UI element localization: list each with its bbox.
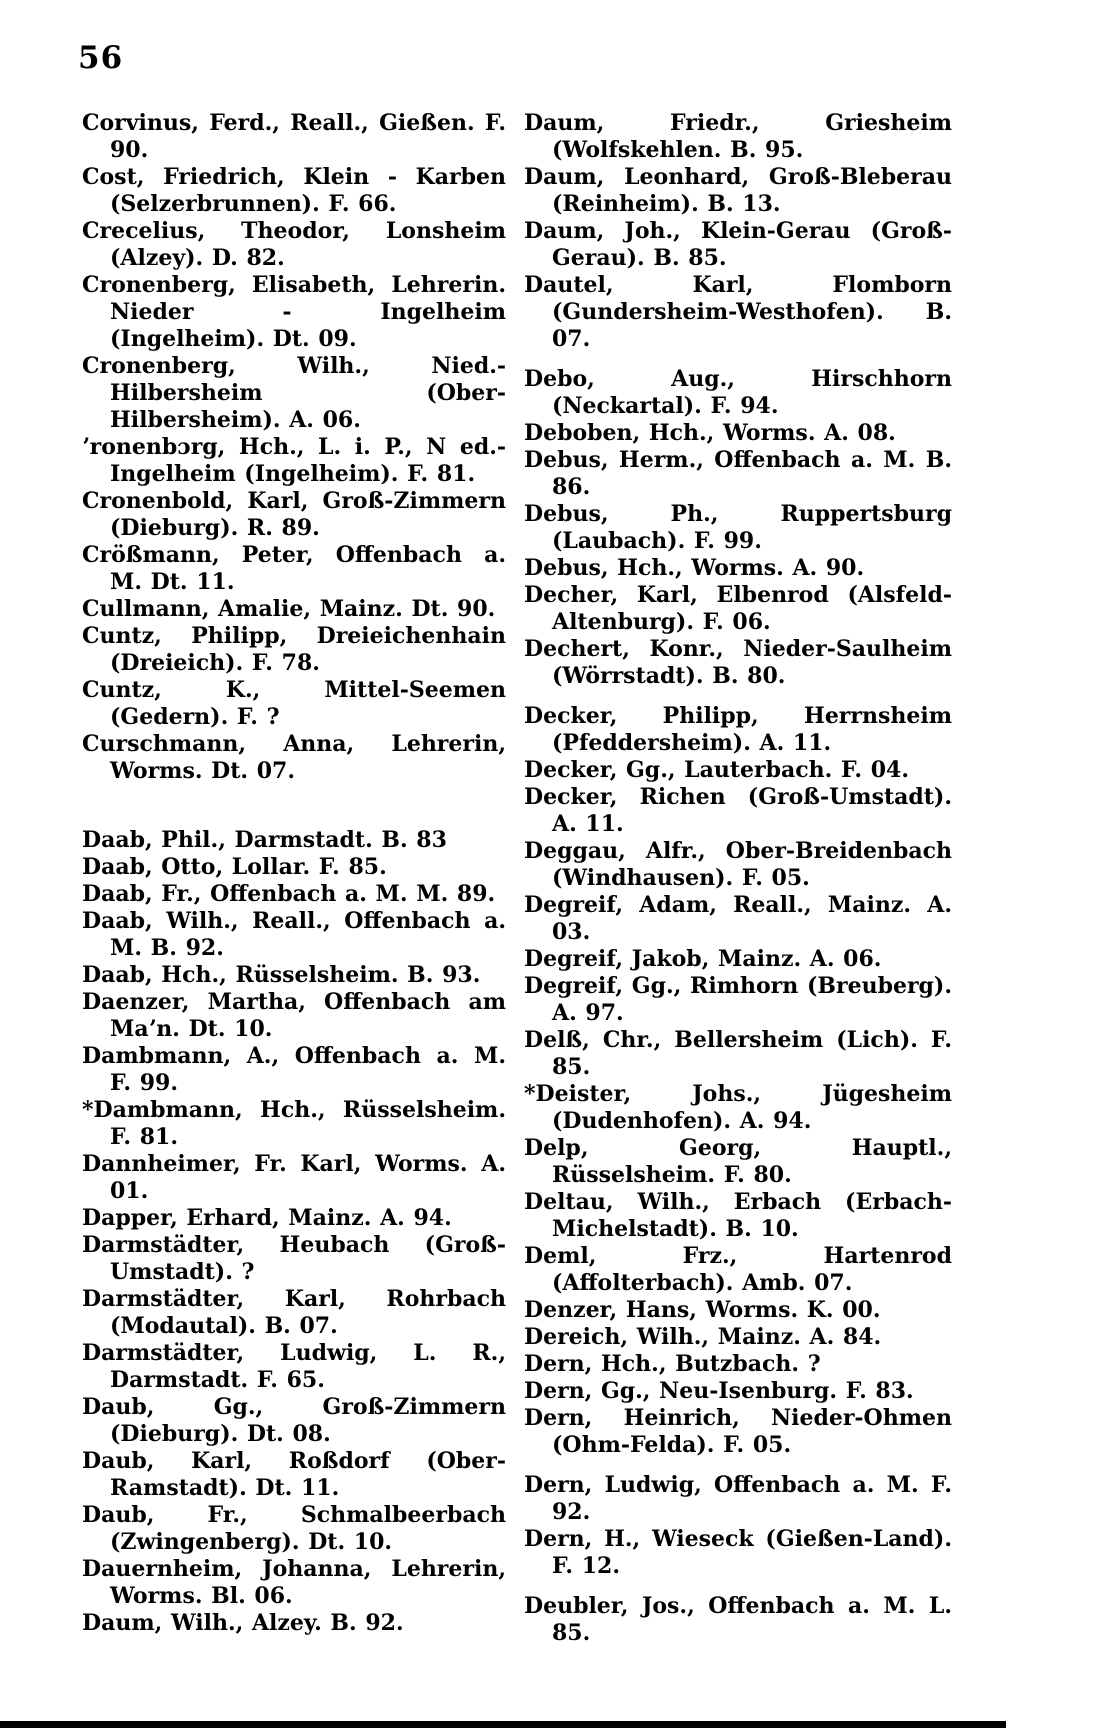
directory-entry: Decker, Philipp, Herrnsheim (Pfeddersheim). A. 11. [524,703,952,756]
directory-entry: Delp, Georg, Hauptl., Rüsselsheim. F. 80. [524,1135,952,1188]
directory-entry: Deubler, Jos., Offenbach a. M. L. 85. [524,1593,952,1646]
directory-entry: Debus, Herm., Offenbach a. M. B. 86. [524,447,952,500]
entry-group [524,366,952,690]
directory-entry: *Dambmann, Hch., Rüsselsheim. F. 81. [82,1097,506,1150]
directory-entry: Dern, Heinrich, Nieder-Ohmen (Ohm-Felda). F. 05. [524,1405,952,1458]
directory-entry: Decker, Richen (Groß-Umstadt). A. 11. [524,784,952,837]
directory-entry: Degreif, Jakob, Mainz. A. 06. [524,946,882,972]
directory-entry: Decher, Karl, Elbenrod (Alsfeld-Altenburg). F. 06. [524,582,952,635]
directory-entry: Daab, Fr., Offenbach a. M. M. 89. [82,881,496,907]
directory-entry: Crecelius, Theodor, Lonsheim (Alzey). D. 82. [82,218,506,271]
page-number: 56 [78,40,124,76]
directory-entry: Dern, H., Wieseck (Gießen-Land). F. 12. [524,1526,952,1579]
directory-entry: Debo, Aug., Hirschhorn (Neckartal). F. 94. [524,366,952,419]
directory-entry: Degreif, Adam, Reall., Mainz. A. 03. [524,892,952,945]
directory-entry: ʼronenbɔrg, Hch., L. i. P., N ed.-Ingelheim (Ingelheim). F. 81. [82,434,506,487]
directory-entry: Darmstädter, Heubach (Groß-Umstadt). ? [82,1232,506,1285]
directory-entry: Daab, Otto, Lollar. F. 85. [82,854,387,880]
directory-entry: Dereich, Wilh., Mainz. A. 84. [524,1324,882,1350]
directory-entry: Decker, Gg., Lauterbach. F. 04. [524,757,909,783]
directory-entry: Daab, Phil., Darmstadt. B. 83 [82,827,447,853]
entry-group [82,827,506,1637]
directory-entry: Deltau, Wilh., Erbach (Erbach-Michelstadt). B. 10. [524,1189,952,1242]
directory-entry: Cronenberg, Wilh., Nied.-Hilbersheim (Ober-Hilbersheim). A. 06. [82,353,506,433]
directory-entry: Delß, Chr., Bellersheim (Lich). F. 85. [524,1027,952,1080]
directory-entry: Darmstädter, Ludwig, L. R., Darmstadt. F. 65. [82,1340,506,1393]
directory-entry: Deboben, Hch., Worms. A. 08. [524,420,896,446]
directory-entry: Crößmann, Peter, Offenbach a. M. Dt. 11. [82,542,506,595]
directory-entry: *Deister, Johs., Jügesheim (Dudenhofen). A. 94. [524,1081,952,1134]
directory-entry: Darmstädter, Karl, Rohrbach (Modautal). B. 07. [82,1286,506,1339]
directory-entry: Dambmann, A., Offenbach a. M. F. 99. [82,1043,506,1096]
directory-entry: Daab, Wilh., Reall., Offenbach a. M. B. 92. [82,908,506,961]
directory-entry: Deggau, Alfr., Ober-Breidenbach (Windhausen). F. 05. [524,838,952,891]
directory-entry: Daub, Fr., Schmalbeerbach (Zwingenberg). Dt. 10. [82,1502,506,1555]
directory-entry: Daenzer, Martha, Offenbach am Maʼn. Dt. 10. [82,989,506,1042]
directory-entry: Daum, Joh., Klein-Gerau (Groß-Gerau). B. 85. [524,218,952,271]
directory-entry: Cullmann, Amalie, Mainz. Dt. 90. [82,596,496,622]
directory-entry: Cuntz, Philipp, Dreieichenhain (Dreieich). F. 78. [82,623,506,676]
directory-entry: Corvinus, Ferd., Reall., Gießen. F. 90. [82,110,506,163]
directory-entry: Degreif, Gg., Rimhorn (Breuberg). A. 97. [524,973,952,1026]
directory-entry: Daum, Wilh., Alzey. B. 92. [82,1610,404,1636]
directory-entry: Daum, Leonhard, Groß-Bleberau (Reinheim). B. 13. [524,164,952,217]
directory-entry: Daum, Friedr., Griesheim (Wolfskehlen. B. 95. [524,110,952,163]
directory-entry: Curschmann, Anna, Lehrerin, Worms. Dt. 07. [82,731,506,784]
directory-entry: Dern, Hch., Butzbach. ? [524,1351,821,1377]
scan-artifact-bar [0,1721,1006,1728]
directory-entry: Denzer, Hans, Worms. K. 00. [524,1297,881,1323]
column-right [524,110,952,1647]
directory-entry: Dautel, Karl, Flomborn (Gundersheim-Westhofen). B. 07. [524,272,952,352]
directory-entry: Cuntz, K., Mittel-Seemen (Gedern). F. ? [82,677,506,730]
directory-entry: Daub, Gg., Groß-Zimmern (Dieburg). Dt. 08. [82,1394,506,1447]
entry-group [82,110,506,785]
directory-entry: Deml, Frz., Hartenrod (Affolterbach). Amb. 07. [524,1243,952,1296]
directory-entry: Daub, Karl, Roßdorf (Ober-Ramstadt). Dt. 11. [82,1448,506,1501]
directory-entry: Dern, Gg., Neu-Isenburg. F. 83. [524,1378,914,1404]
directory-entry: Daab, Hch., Rüsselsheim. B. 93. [82,962,481,988]
entry-group [524,703,952,1459]
directory-entry: Cronenberg, Elisabeth, Lehrerin. Nieder - Ingelheim (Ingelheim). Dt. 09. [82,272,506,352]
directory-entry: Dechert, Konr., Nieder-Saulheim (Wörrstadt). B. 80. [524,636,952,689]
entry-group [524,110,952,353]
directory-entry: Dapper, Erhard, Mainz. A. 94. [82,1205,452,1231]
directory-entry: Cronenbold, Karl, Groß-Zimmern (Dieburg). R. 89. [82,488,506,541]
directory-entry: Dannheimer, Fr. Karl, Worms. A. 01. [82,1151,506,1204]
directory-entry: Debus, Hch., Worms. A. 90. [524,555,865,581]
entry-group [524,1472,952,1580]
directory-entry: Dauernheim, Johanna, Lehrerin, Worms. Bl. 06. [82,1556,506,1609]
directory-entry: Cost, Friedrich, Klein - Karben (Selzerbrunnen). F. 66. [82,164,506,217]
directory-entry: Debus, Ph., Ruppertsburg (Laubach). F. 99. [524,501,952,554]
column-left [82,110,506,1637]
directory-entry: Dern, Ludwig, Offenbach a. M. F. 92. [524,1472,952,1525]
entry-group [524,1593,952,1647]
